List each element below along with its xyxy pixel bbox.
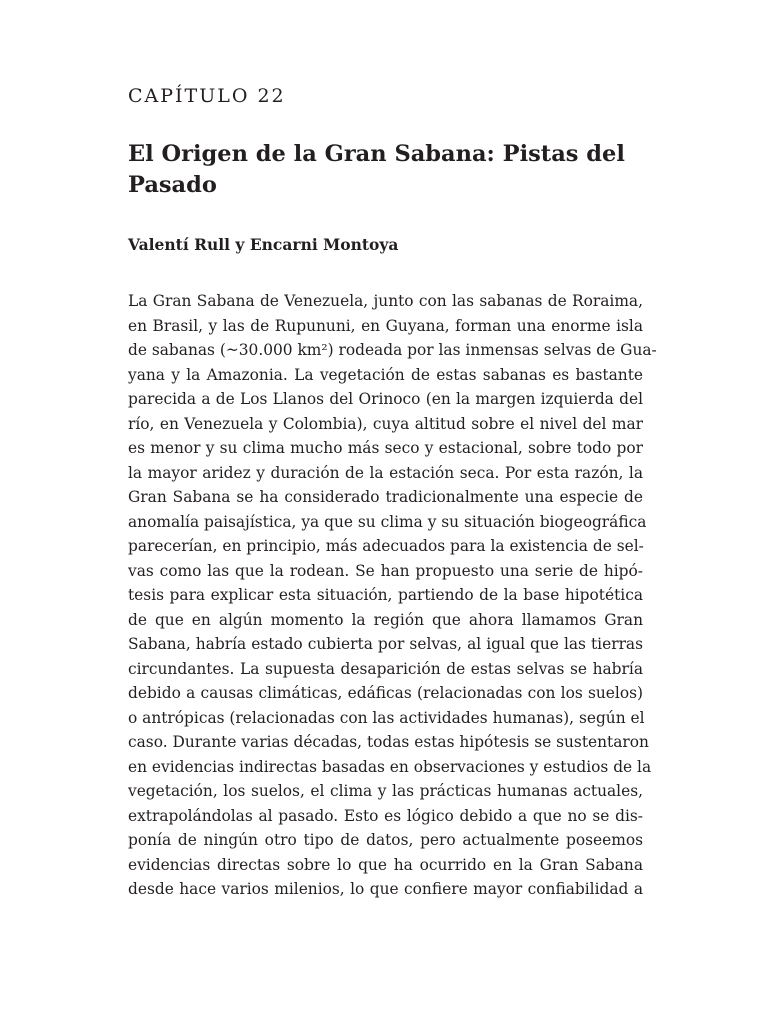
body-line: yana y la Amazonia. La vegetación de estas sabanas es bastante <box>128 365 643 384</box>
body-line: La Gran Sabana de Venezuela, junto con las sabanas de Roraima, <box>128 292 643 310</box>
body-line: vas como las que la rodean. Se han propuesto una serie de hipó- <box>128 561 643 580</box>
chapter-title-line-2: Pasado <box>128 172 217 198</box>
body-line: parecida a de Los Llanos del Orinoco (en la margen izquierda del <box>128 390 643 408</box>
chapter-title <box>128 139 648 201</box>
body-line: parecerían, en principio, más adecuados para la existencia de sel- <box>128 537 644 555</box>
body-line: la mayor aridez y duración de la estación seca. Por esta razón, la <box>128 463 643 482</box>
body-line: en Brasil, y las de Rupununi, en Guyana, forman una enorme isla <box>128 316 643 335</box>
body-line: extrapolándolas al pasado. Esto es lógico debido a que no se dis- <box>128 806 643 825</box>
body-line: o antrópicas (relacionadas con las actividades humanas), según el <box>128 708 645 727</box>
body-line: caso. Durante varias décadas, todas estas hipótesis se sustentaron <box>128 733 649 751</box>
body-line: ponía de ningún otro tipo de datos, pero actualmente poseemos <box>128 831 643 849</box>
chapter-label: CAPÍTULO 22 <box>128 85 286 107</box>
body-line: circundantes. La supuesta desaparición de estas selvas se habría <box>128 659 643 678</box>
chapter-authors: Valentí Rull y Encarni Montoya <box>128 235 399 254</box>
body-line: tesis para explicar esta situación, partiendo de la base hipotética <box>128 586 643 604</box>
body-line: es menor y su clima mucho más seco y estacional, sobre todo por <box>128 439 643 457</box>
body-line: en evidencias indirectas basadas en observaciones y estudios de la <box>128 757 652 776</box>
body-line: de sabanas (~30.000 km²) rodeada por las inmensas selvas de Gua- <box>128 341 657 359</box>
body-line: evidencias directas sobre lo que ha ocurrido en la Gran Sabana <box>128 855 643 874</box>
body-line: desde hace varios milenios, lo que confiere mayor confiabilidad a <box>128 880 643 898</box>
body-paragraph <box>128 289 657 902</box>
body-line: vegetación, los suelos, el clima y las prácticas humanas actuales, <box>128 782 643 800</box>
body-line: Sabana, habría estado cubierta por selvas, al igual que las tierras <box>128 635 643 653</box>
body-line: de que en algún momento la región que ahora llamamos Gran <box>128 610 643 629</box>
chapter-title-line-1: El Origen de la Gran Sabana: Pistas del <box>128 141 625 167</box>
body-line: debido a causas climáticas, edáficas (relacionadas con los suelos) <box>128 684 643 702</box>
body-line: anomalía paisajística, ya que su clima y su situación biogeográfica <box>128 512 647 531</box>
body-line: Gran Sabana se ha considerado tradicionalmente una especie de <box>128 488 643 506</box>
body-line: río, en Venezuela y Colombia), cuya altitud sobre el nivel del mar <box>128 414 643 433</box>
